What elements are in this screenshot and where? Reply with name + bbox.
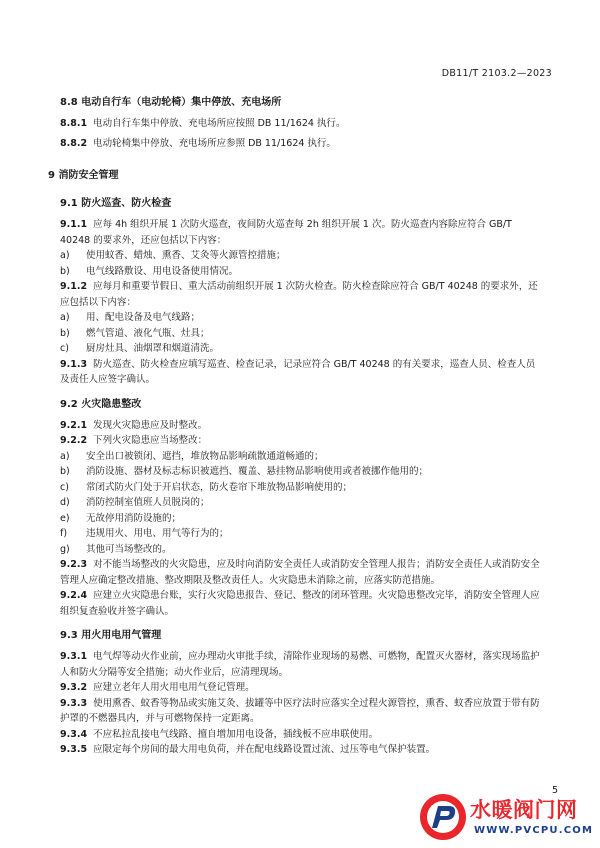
clause-number: 9.1.1 (60, 219, 88, 230)
clause-9-2-2 (60, 433, 540, 449)
clause-9-2-3 (60, 557, 540, 588)
clause-9-3-5 (60, 742, 540, 758)
section-8-8-title: 8.8 电动自行车（电动轮椅）集中停放、充电场所 (60, 97, 282, 108)
list-item (60, 495, 540, 511)
clause-9-3-2 (60, 680, 540, 696)
clause-text: 应每月和重要节假日、重大活动前组织开展 1 次防火检查。防火检查除应符合 GB/T 40248 的要求外，还应包括以下内容： (60, 281, 538, 308)
list-text: 安全出口被锁闭、遮挡，堆放物品影响疏散通道畅通的； (86, 450, 324, 462)
clause-text: 应限定每个房间的最大用电负荷，并在配电线路设置过流、过压等电气保护装置。 (93, 744, 436, 755)
list-item (60, 511, 540, 527)
clause-text: 应每 4h 组织开展 1 次防火巡查，夜间防火巡查每 2h 组织开展 1 次。防火巡查内容除应符合 GB/T 40248 的要求外，还应包括以下内容： (60, 219, 512, 246)
list-item (60, 248, 540, 264)
clause-9-2-4 (60, 588, 540, 619)
list-text: 电气线路敷设、用电设备使用情况。 (86, 265, 239, 277)
clause-number: 9.2.1 (60, 419, 88, 431)
clause-9-2-1 (60, 418, 540, 434)
list-text: 常闭式防火门处于开启状态，防火卷帘下堆放物品影响使用的； (86, 481, 353, 493)
clause-text: 不应私拉乱接电气线路、擅自增加用电设备，插线板不应串联使用。 (93, 728, 379, 740)
clause-text: 电动轮椅集中停放、充电场所应参照 DB 11/1624 执行。 (93, 137, 336, 149)
document-body (48, 92, 540, 758)
section-9-title: 9 消防安全管理 (48, 170, 119, 181)
standard-code: DB11/T 2103.2—2023 (441, 68, 552, 79)
clause-9-3-1 (60, 649, 540, 680)
section-9-3-title: 9.3 用火用电用气管理 (60, 630, 162, 641)
clause-number: 9.3.5 (60, 744, 88, 755)
clause-9-1-1 (60, 217, 540, 248)
clause-number: 9.3.3 (60, 697, 88, 709)
clause-number: 9.2.4 (60, 590, 88, 601)
clause-number: 9.3.2 (60, 682, 88, 693)
clause-text: 应建立火灾隐患台账，实行火灾隐患报告、登记、整改的闭环管理。火灾隐患整改完毕，消防安全管理人应组织复查验收并签字确认。 (60, 590, 540, 617)
list-item (60, 264, 540, 280)
clause-number: 9.3.1 (60, 651, 88, 662)
list-item (60, 310, 540, 326)
clause-text: 防火巡查、防火检查应填写巡查、检查记录，记录应符合 GB/T 40248 的有关要求，巡查人员、检查人员及责任人应签字确认。 (60, 358, 536, 385)
list-item (60, 526, 540, 542)
section-9-1-title: 9.1 防火巡查、防火检查 (60, 198, 172, 209)
clause-8-8-2 (60, 136, 540, 152)
clause-number: 8.8.1 (60, 118, 88, 129)
page-number: 5 (551, 785, 558, 796)
list-text: 消防控制室值班人员脱岗的； (86, 497, 210, 508)
watermark (418, 792, 594, 842)
clause-text: 使用熏香、蚊香等物品或实施艾灸、拔罐等中医疗法时应落实全过程火源管控，熏香、蚊香应放置于带有防护罩的不燃器具内，并与可燃物保持一定距离。 (60, 697, 540, 724)
clause-8-8-1 (60, 116, 540, 132)
list-label: b) (60, 466, 70, 477)
list-label: a) (60, 450, 70, 462)
list-label: c) (60, 343, 69, 354)
list-text: 违规用火、用电、用气等行为的； (86, 528, 229, 539)
watermark-logo-icon (418, 792, 468, 842)
list-label: a) (60, 312, 70, 323)
clause-text: 电气焊等动火作业前，应办理动火审批手续，清除作业现场的易燃、可燃物，配置灭火器材，落实现场监护人和防火分隔等安全措施；动火作业后，应清理现场。 (60, 651, 540, 678)
list-text: 使用蚊香、蜡烛、熏香、艾灸等火源管控措施； (86, 250, 286, 261)
list-item (60, 480, 540, 496)
clause-text: 下列火灾隐患应当场整改： (93, 435, 208, 446)
list-label: d) (60, 497, 70, 508)
watermark-site-name: 水暖阀门网 (470, 798, 578, 822)
list-text: 消防设施、器材及标志标识被遮挡、覆盖、悬挂物品影响使用或者被挪作他用的； (86, 466, 429, 477)
clause-number: 9.2.2 (60, 435, 88, 446)
section-9-2-title: 9.2 火灾隐患整改 (60, 398, 142, 410)
list-item (60, 326, 540, 342)
list-item (60, 449, 540, 465)
clause-text: 发现火灾隐患应及时整改。 (93, 419, 208, 431)
clause-number: 9.3.4 (60, 728, 88, 740)
list-label: b) (60, 265, 70, 277)
clause-number: 9.1.2 (60, 281, 88, 292)
clause-text: 电动自行车集中停放、充电场所应按照 DB 11/1624 执行。 (93, 118, 346, 129)
clause-9-1-2 (60, 279, 540, 310)
list-text: 用、配电设备及电气线路； (86, 312, 201, 323)
clause-9-1-3 (60, 357, 540, 388)
list-label: c) (60, 481, 69, 493)
clause-9-3-4 (60, 727, 540, 743)
list-label: b) (60, 327, 70, 339)
list-item (60, 341, 540, 357)
list-text: 燃气管道、液化气瓶、灶具； (86, 327, 210, 339)
list-label: f) (60, 528, 68, 539)
list-text: 厨房灶具、油烟罩和烟道清洗。 (86, 343, 220, 354)
list-text: 其他可当场整改的。 (86, 543, 172, 555)
clause-text: 应建立老年人用火用电用气登记管理。 (93, 682, 255, 693)
list-label: g) (60, 543, 70, 555)
list-label: a) (60, 250, 70, 261)
watermark-url: WWW.PVCPU.COM (474, 825, 594, 836)
clause-text: 对不能当场整改的火灾隐患，应及时向消防安全责任人或消防安全管理人报告；消防安全责任人或消防安全管理人应确定整改措施、整改期限及整改责任人。火灾隐患未消除之前，应落实防范措施。 (60, 559, 540, 586)
clause-number: 8.8.2 (60, 137, 88, 149)
clause-9-3-3 (60, 696, 540, 727)
list-item (60, 464, 540, 480)
clause-number: 9.2.3 (60, 559, 88, 570)
list-text: 无故停用消防设施的； (86, 512, 182, 524)
list-item (60, 542, 540, 558)
clause-number: 9.1.3 (60, 358, 88, 370)
list-label: e) (60, 512, 70, 524)
